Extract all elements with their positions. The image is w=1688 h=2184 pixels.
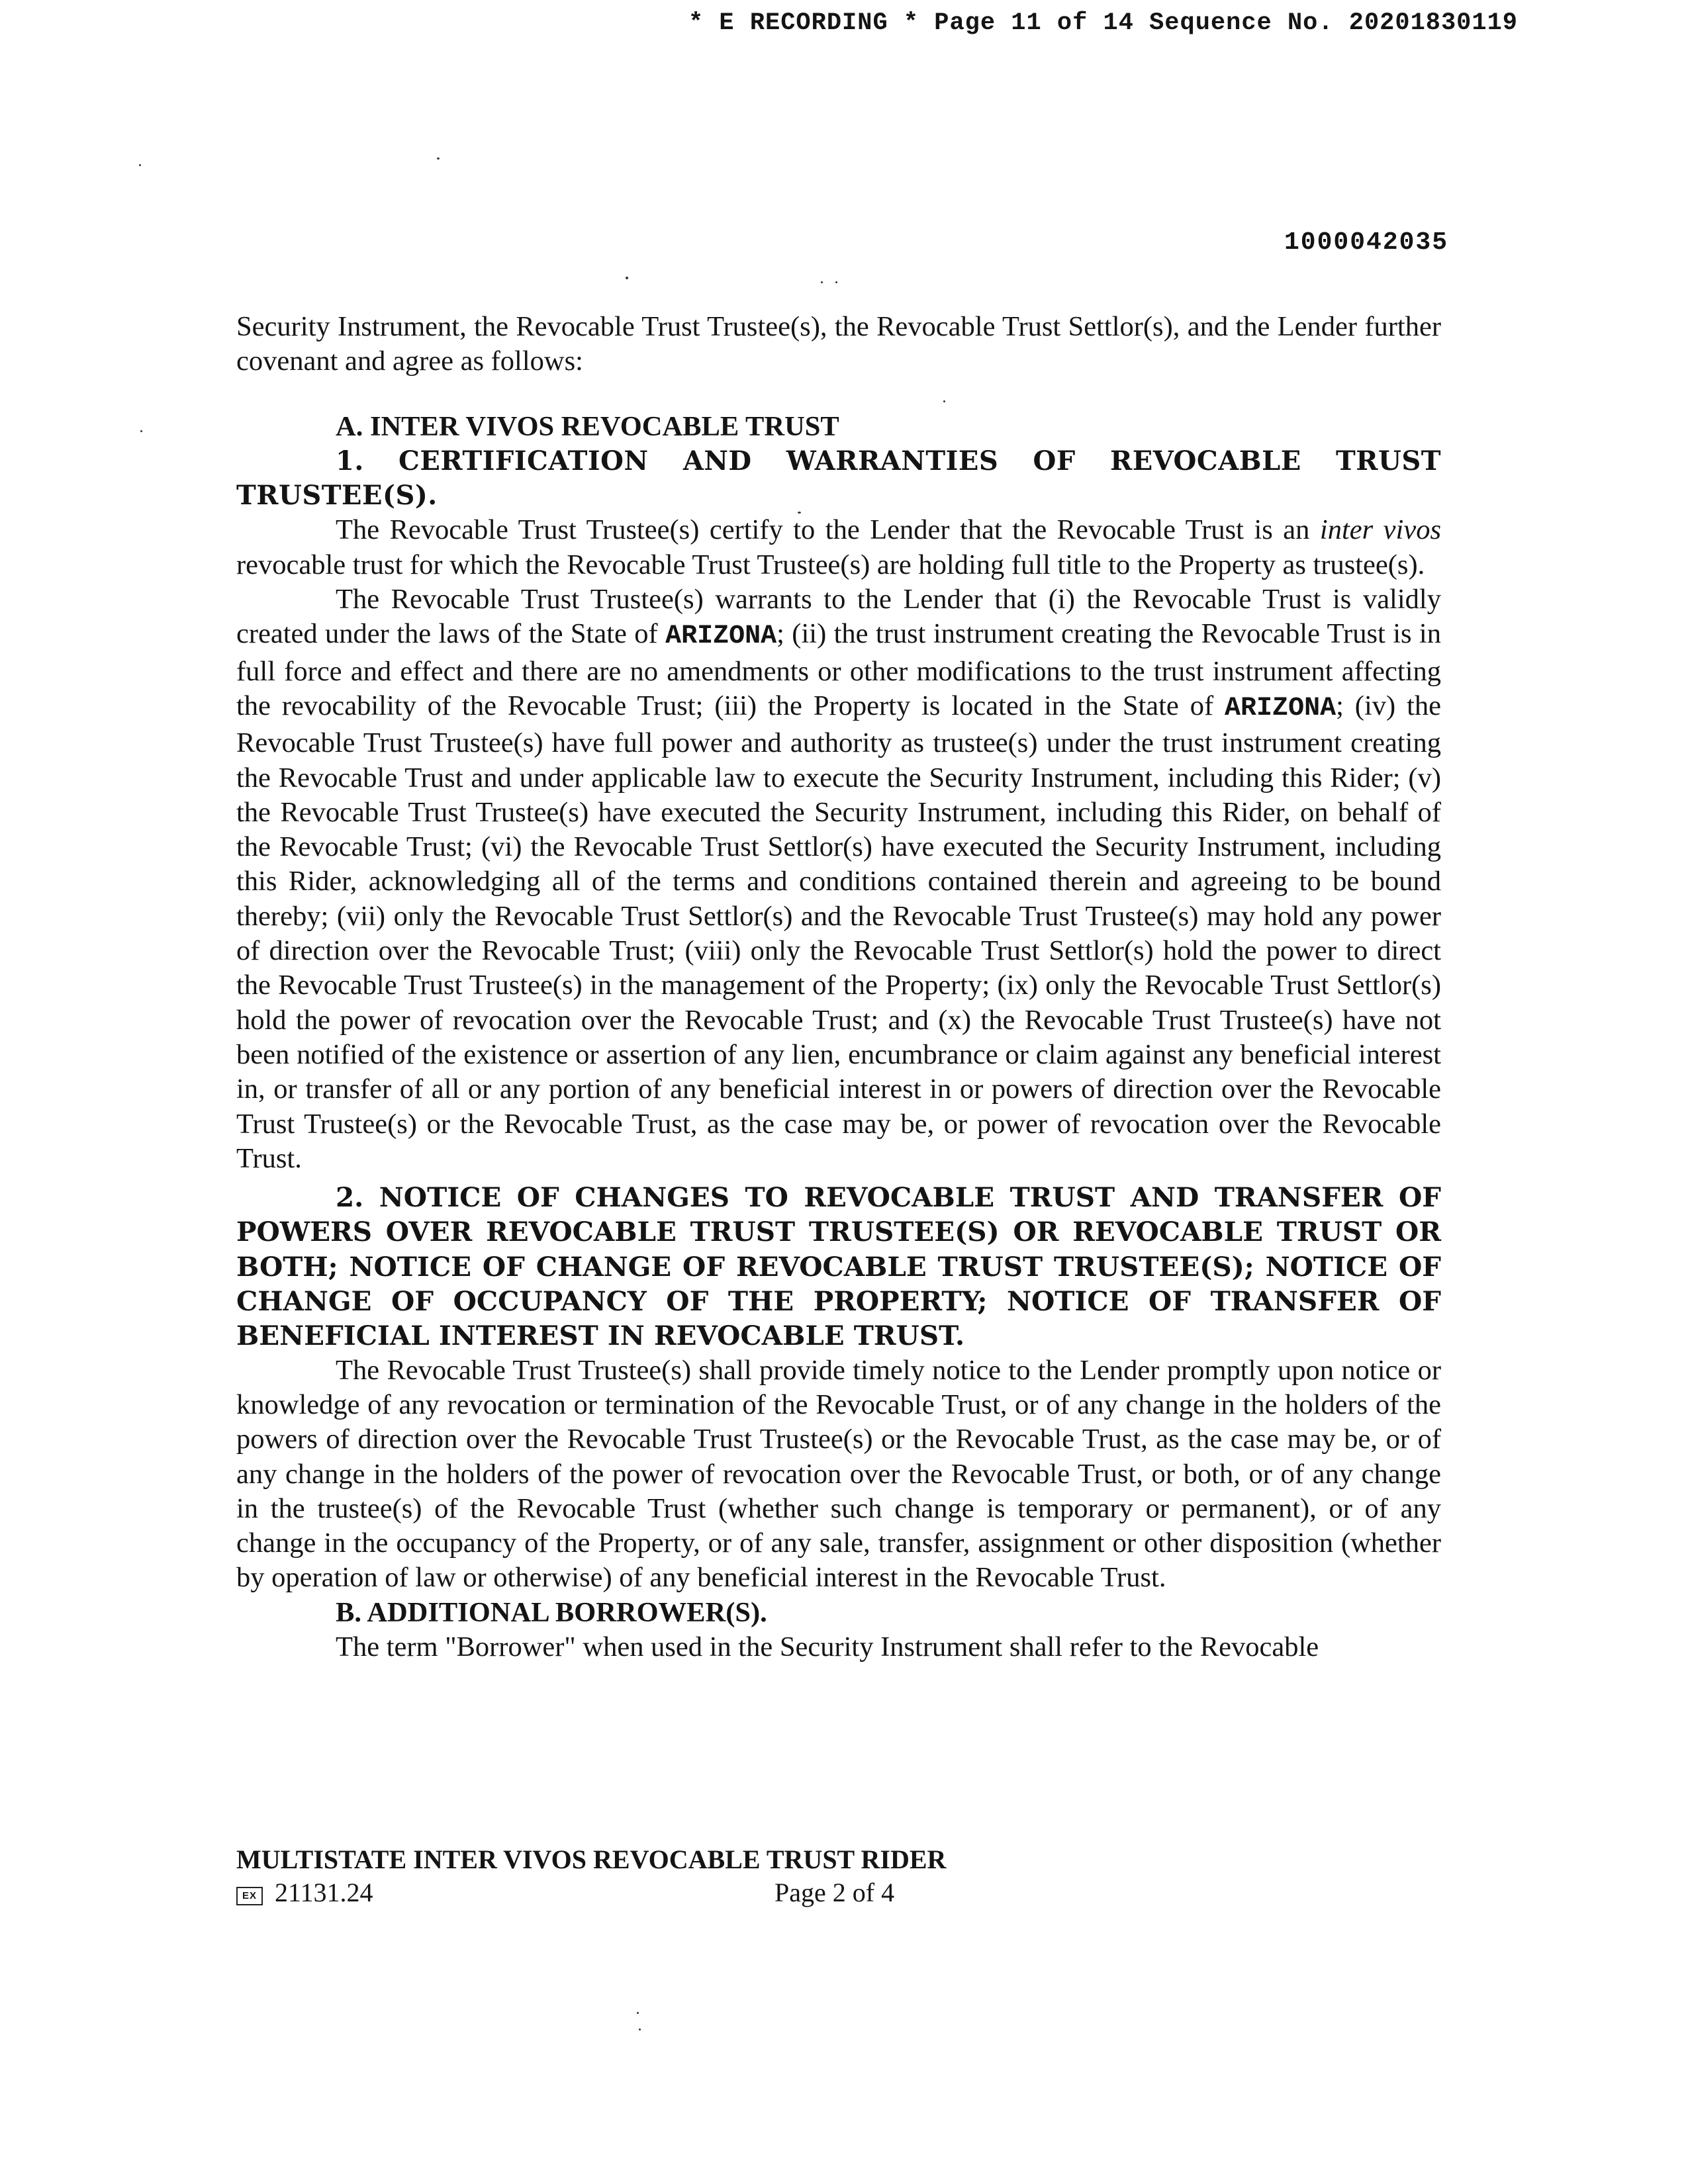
- scan-speck: [943, 400, 945, 402]
- warranties-paragraph: [236, 582, 1441, 1176]
- additional-borrower-paragraph: The term "Borrower" when used in the Security Instrument shall refer to the Revocable: [336, 1631, 1319, 1662]
- certification-text-start: The Revocable Trust Trustee(s) certify to the Lender that the Revocable Trust is an: [336, 514, 1320, 546]
- footer-form-number: 21131.24: [275, 1878, 373, 1907]
- state-name: ARIZONA: [665, 621, 777, 652]
- section-b-heading: B. ADDITIONAL BORROWER(S).: [336, 1596, 767, 1628]
- certification-text-end: revocable trust for which the Revocable Trust Trustee(s) are holding full title to the Property as trustee(s).: [236, 549, 1425, 580]
- scan-speck: [139, 164, 141, 166]
- scan-speck: [798, 512, 801, 514]
- form-logo-icon: EX: [236, 1887, 263, 1905]
- scan-speck: [140, 430, 142, 432]
- inter-vivos-italic: inter vivos: [1319, 514, 1442, 546]
- scan-speck: [639, 2028, 641, 2030]
- scan-speck: [637, 2012, 639, 2014]
- footer-page-number: Page 2 of 4: [774, 1878, 895, 1907]
- state-name: ARIZONA: [1225, 693, 1336, 723]
- document-body: [236, 310, 1441, 1664]
- scan-speck: [821, 281, 823, 283]
- loan-number: 1000042035: [1284, 228, 1449, 257]
- scan-speck: [626, 277, 628, 279]
- footer-form-title: MULTISTATE INTER VIVOS REVOCABLE TRUST RIDER: [236, 1844, 947, 1874]
- section-a-heading: A. INTER VIVOS REVOCABLE TRUST: [336, 410, 839, 442]
- scan-speck: [835, 281, 837, 283]
- scan-speck: [437, 158, 440, 159]
- warranties-text-part2: ; (ii) the trust instrument creating the Revocable Trust is in full force and effect and there are no amendments or other modifications to the trust instrument affecting the revocability of the Revocable Trust; (iii) the Property is located in the State of: [236, 618, 1441, 721]
- footer-form-number-row: [236, 1877, 373, 1908]
- certification-paragraph: [236, 513, 1441, 582]
- section-a1-heading: 1. CERTIFICATION AND WARRANTIES OF REVOCABLE TRUST TRUSTEE(S).: [236, 445, 1441, 512]
- intro-paragraph: Security Instrument, the Revocable Trust Trustee(s), the Revocable Trust Settlor(s), and the Lender further covenant and agree as follows:: [236, 311, 1441, 377]
- recording-header: * E RECORDING * Page 11 of 14 Sequence No. 20201830119: [688, 9, 1518, 37]
- warranties-text-part1: The Revocable Trust Trustee(s) warrants to the Lender that (i) the Revocable Trust is validly created under the laws of the State of: [236, 584, 1441, 650]
- warranties-text-part3: ; (iv) the Revocable Trust Trustee(s) have full power and authority as trustee(s) under the trust instrument creating the Revocable Trust and under applicable law to execute the Security Instrument, including this Rider; (v) the Revocable Trust Trustee(s) have executed the Security Instrument, including this Rider, on behalf of the Revocable Trust; (vi) the Revocable Trust Settlor(s) have executed the Security Instrument, including this Rider, acknowledging all of the terms and conditions contained therein and agreeing to be bound thereby; (vii) only the Revocable Trust Settlor(s) and the Revocable Trust Trustee(s) may hold any power of direction over the Revocable Trust; (viii) only the Revocable Trust Settlor(s) hold the power to direct the Revocable Trust Trustee(s) in the management of the Property; (ix) only the Revocable Trust Settlor(s) hold the power of revocation over the Revocable Trust; and (x) the Revocable Trust Trustee(s) have not been notified of the existence or assertion of any lien, encumbrance or claim against any beneficial interest in, or transfer of all or any portion of any beneficial interest in or powers of direction over the Revocable Trust Trustee(s) or the Revocable Trust, as the case may be, or power of revocation over the Revocable Trust.: [236, 690, 1442, 1174]
- notice-paragraph: The Revocable Trust Trustee(s) shall provide timely notice to the Lender promptly upon notice or knowledge of any revocation or termination of the Revocable Trust, or of any change in the holders of the powers of direction over the Revocable Trust Trustee(s) or the Revocable Trust, as the case may be, or of any change in the holders of the power of revocation over the Revocable Trust, or both, or of any change in the trustee(s) of the Revocable Trust (whether such change is temporary or permanent), or of any change in the occupancy of the Property, or of any sale, transfer, assignment or other disposition (whether by operation of law or otherwise) of any beneficial interest in the Revocable Trust.: [236, 1354, 1441, 1594]
- section-a2-heading: 2. NOTICE OF CHANGES TO REVOCABLE TRUST AND TRANSFER OF POWERS OVER REVOCABLE TRUST TRUSTEE(S) OR REVOCABLE TRUST OR BOTH; NOTICE OF CHANGE OF REVOCABLE TRUST TRUSTEE(S); NOTICE OF CHANGE OF OCCUPANCY OF THE PROPERTY; NOTICE OF TRANSFER OF BENEFICIAL INTEREST IN REVOCABLE TRUST.: [236, 1181, 1441, 1352]
